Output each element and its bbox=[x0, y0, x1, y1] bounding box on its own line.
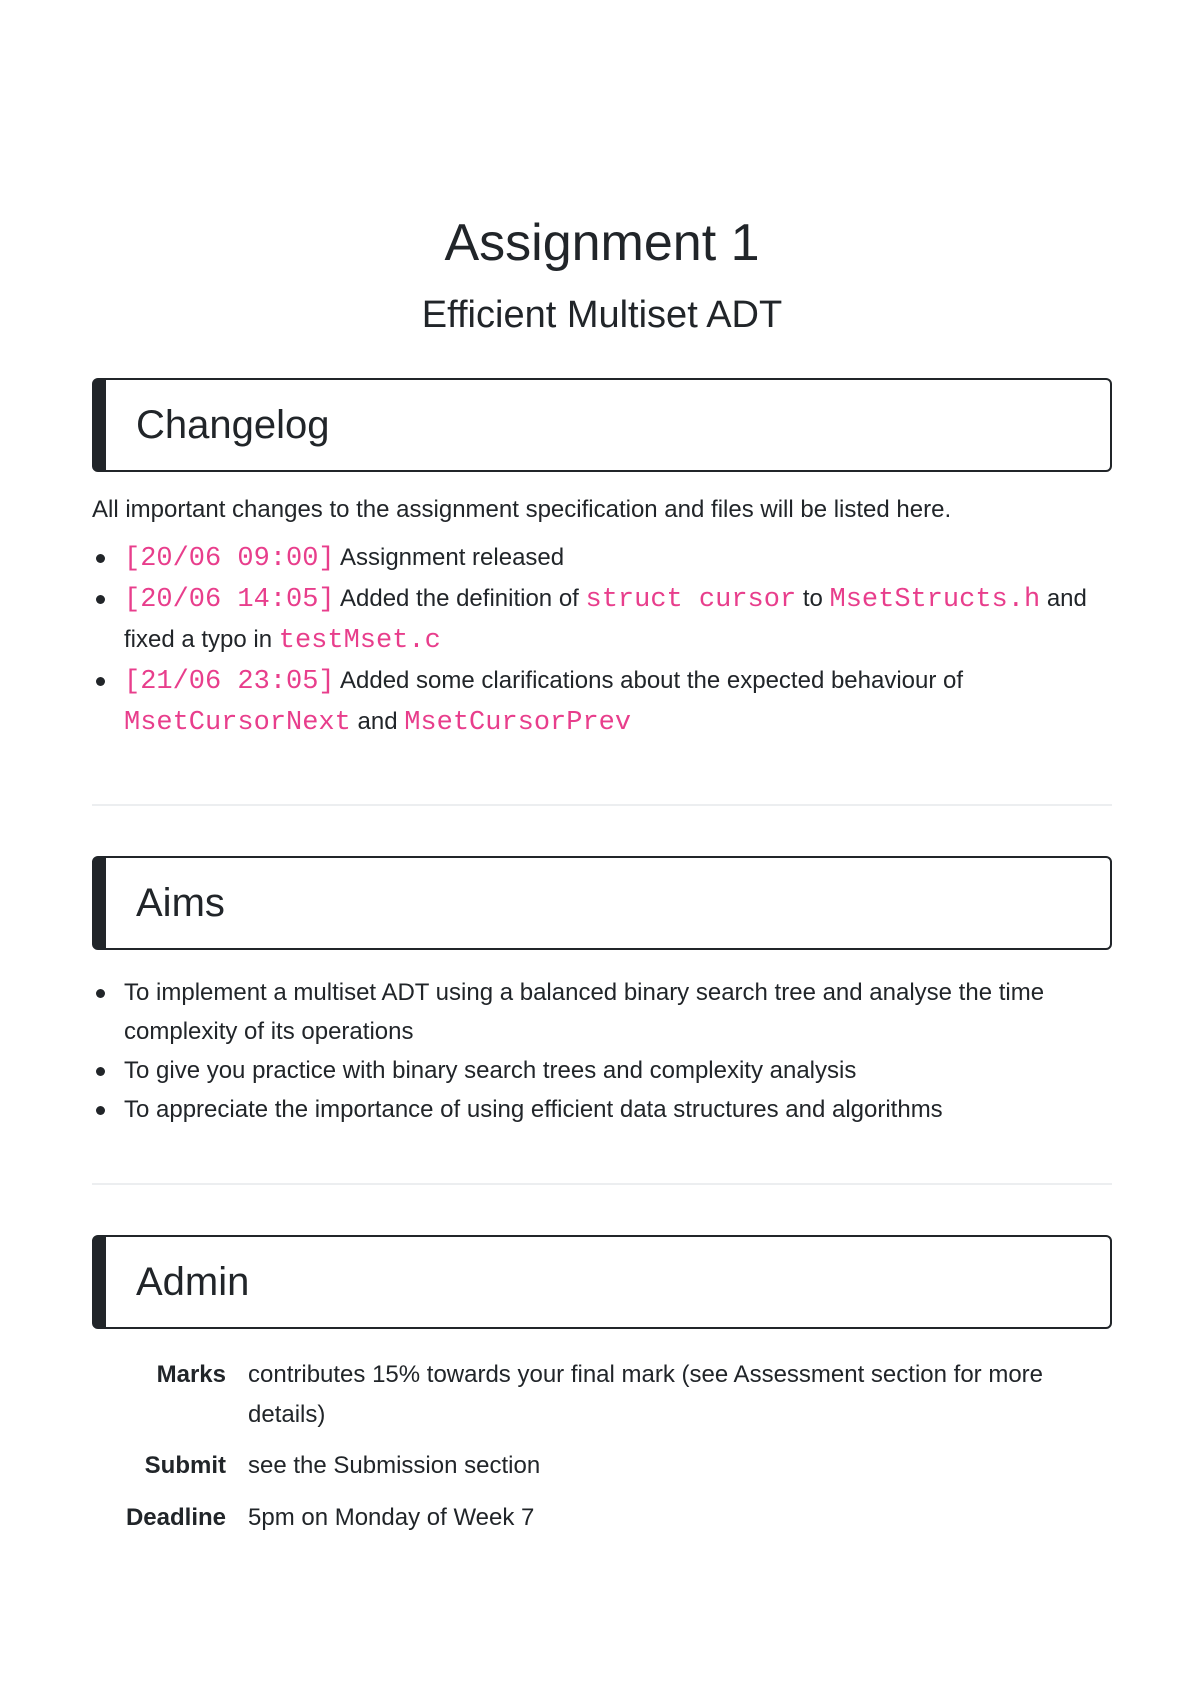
aims-heading-box bbox=[92, 856, 1112, 950]
code-testmset-file: testMset.c bbox=[278, 626, 441, 656]
section-divider bbox=[92, 804, 1112, 806]
changelog-time: [20/06 14:05] bbox=[124, 585, 335, 615]
changelog-text: and fixed a typo in bbox=[124, 585, 1087, 653]
admin-value: contributes 15% towards your final mark (see Assessment section for more details) bbox=[248, 1361, 1043, 1428]
page-title: Assignment 1 bbox=[444, 214, 760, 272]
admin-section bbox=[92, 1235, 1112, 1329]
changelog-entry bbox=[92, 579, 1112, 661]
admin-table bbox=[92, 1355, 1112, 1538]
admin-row-submit bbox=[92, 1446, 1112, 1486]
changelog-heading: Changelog bbox=[136, 402, 330, 447]
code-msetstructs-file: MsetStructs.h bbox=[829, 585, 1041, 615]
changelog-section bbox=[92, 378, 1112, 743]
admin-value: 5pm on Monday of Week 7 bbox=[248, 1504, 535, 1531]
changelog-heading-box bbox=[92, 378, 1112, 472]
code-msetcursornext: MsetCursorNext bbox=[124, 708, 351, 738]
admin-value: see the Submission section bbox=[248, 1452, 541, 1479]
changelog-text: and bbox=[350, 708, 405, 735]
changelog-text: to bbox=[796, 585, 830, 612]
aims-item: To give you practice with binary search trees and complexity analysis bbox=[92, 1051, 1112, 1090]
changelog-entry bbox=[92, 661, 1112, 743]
aims-section bbox=[92, 856, 1112, 1129]
admin-label: Deadline bbox=[125, 1504, 226, 1531]
admin-row-marks bbox=[92, 1355, 1112, 1435]
admin-heading-box bbox=[92, 1235, 1112, 1329]
section-divider bbox=[92, 1183, 1112, 1185]
aims-item: To implement a multiset ADT using a balanced binary search tree and analyse the time complexity of its operations bbox=[92, 973, 1112, 1051]
admin-heading: Admin bbox=[136, 1259, 250, 1304]
changelog-time: [20/06 09:00] bbox=[124, 544, 335, 574]
admin-label: Marks bbox=[156, 1361, 226, 1388]
aims-heading: Aims bbox=[136, 880, 225, 925]
changelog-text: Added some clarifications about the expected behaviour of bbox=[334, 667, 964, 694]
admin-row-deadline bbox=[92, 1498, 1112, 1538]
changelog-text: Added the definition of bbox=[334, 585, 586, 612]
aims-list bbox=[92, 973, 1112, 1129]
changelog-intro: All important changes to the assignment specification and files will be listed here. bbox=[92, 496, 952, 523]
code-struct-cursor: struct cursor bbox=[585, 585, 797, 615]
changelog-time: [21/06 23:05] bbox=[124, 667, 335, 697]
page-subtitle: Efficient Multiset ADT bbox=[421, 294, 783, 336]
admin-label: Submit bbox=[144, 1452, 226, 1479]
changelog-entry bbox=[92, 538, 1112, 579]
aims-item: To appreciate the importance of using efficient data structures and algorithms bbox=[92, 1090, 1112, 1129]
changelog-list bbox=[92, 538, 1112, 743]
changelog-text: Assignment released bbox=[334, 544, 565, 571]
code-msetcursorprev: MsetCursorPrev bbox=[404, 708, 632, 738]
